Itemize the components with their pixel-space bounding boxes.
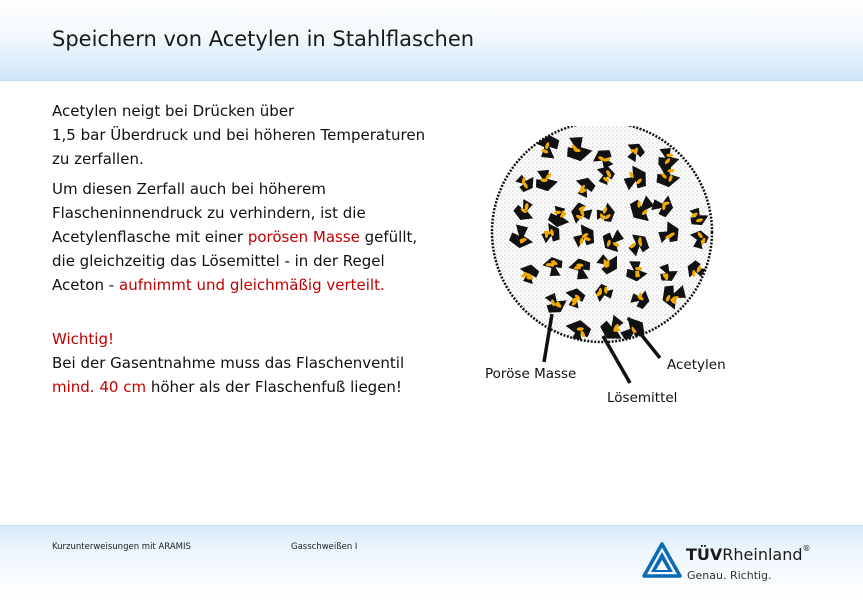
slide-header [0,0,863,81]
highlight-absorbs: aufnimmt und gleichmäßig verteilt. [119,276,385,294]
porous-mass-diagram [480,126,740,416]
brand-bold: TÜV [686,545,723,564]
para1-line: 1,5 bar Überdruck und bei höheren Temperaturen [52,126,426,144]
triangle-logo-icon [642,542,682,578]
paragraph-important [52,327,472,399]
acetylene-droplet [692,270,695,277]
important-line: Bei der Gasentnahme muss das Flaschenventil [52,354,405,372]
pointer-solvent [603,336,630,383]
para2-line: gefüllt, [359,228,418,246]
para2-line: Flascheninnendruck zu verhindern, ist die [52,204,366,222]
para2-line: Acetylenflasche mit einer [52,228,248,246]
slide-title: Speichern von Acetylen in Stahlflaschen [52,27,475,51]
slide-footer [0,525,863,600]
label-porous-mass: Poröse Masse [485,366,577,382]
acetylene-droplet [541,179,548,182]
body-text [52,99,472,399]
footer-topic: Gasschweißen I [291,542,358,552]
brand-slogan: Genau. Richtig. [687,569,772,582]
tuv-logo [640,540,840,590]
paragraph-decomposition [52,99,472,171]
footer-series: Kurzunterweisungen mit ARAMIS [52,542,191,552]
label-solvent: Lösemittel [607,390,678,406]
paragraph-porous-mass [52,177,472,297]
registered-mark: ® [802,544,811,553]
brand-name [686,545,811,564]
label-acetylene: Acetylen [667,357,726,373]
highlight-distance: mind. 40 cm [52,378,147,396]
important-line: höher als der Flaschenfuß liegen! [146,378,402,396]
para2-line: die gleichzeitig das Lösemittel - in der Regel [52,252,385,270]
brand-rest: Rheinland [722,545,803,564]
para2-line: Aceton - [52,276,119,294]
important-heading: Wichtig! [52,330,115,348]
para1-line: zu zerfallen. [52,150,144,168]
highlight-porous-mass: porösen Masse [247,228,360,246]
para1-line: Acetylen neigt bei Drücken über [52,102,295,120]
para2-line: Um diesen Zerfall auch bei höherem [52,180,326,198]
